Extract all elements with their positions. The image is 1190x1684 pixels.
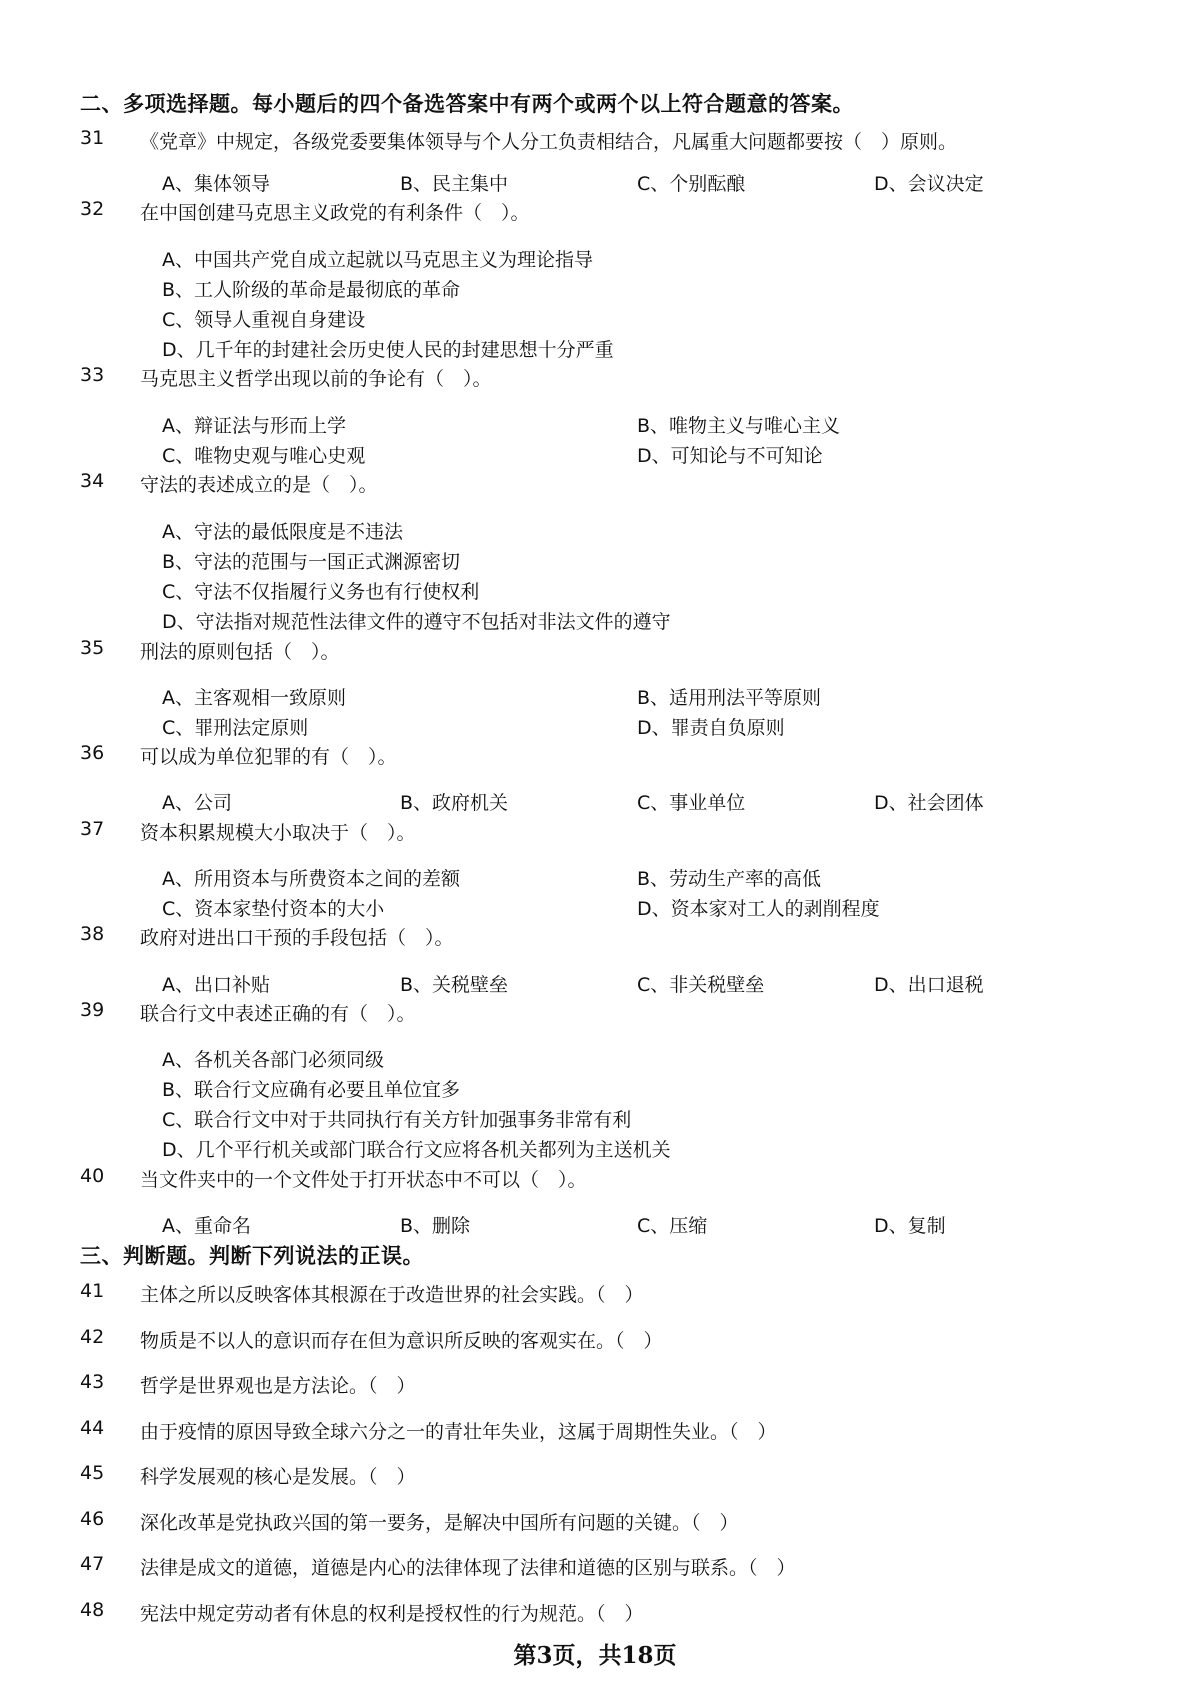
option-c: C、领导人重视自身建设: [162, 309, 366, 331]
option-a: A、守法的最低限度是不违法: [162, 521, 403, 543]
option-a: A、主客观相一致原则: [162, 687, 346, 709]
option-a: A、集体领导: [162, 173, 270, 195]
option-b: B、工人阶级的革命是最彻底的革命: [162, 279, 461, 301]
option-b: B、唯物主义与唯心主义: [637, 415, 841, 437]
option-b: B、政府机关: [400, 792, 509, 814]
question-stem: 在中国创建马克思主义政党的有利条件（ ）。: [140, 202, 530, 224]
question-number: 38: [80, 923, 105, 945]
option-d: D、资本家对工人的剥削程度: [637, 898, 880, 920]
question-stem: 马克思主义哲学出现以前的争论有（ ）。: [140, 368, 492, 390]
question-stem: 当文件夹中的一个文件处于打开状态中不可以（ ）。: [140, 1169, 587, 1191]
question-stem: 可以成为单位犯罪的有（ ）。: [140, 746, 397, 768]
question-stem: 哲学是世界观也是方法论。（ ）: [140, 1375, 416, 1397]
option-b: B、删除: [400, 1215, 471, 1237]
option-c: C、罪刑法定原则: [162, 717, 309, 739]
option-c: C、守法不仅指履行义务也有行使权利: [162, 581, 480, 603]
question-stem: 政府对进出口干预的手段包括（ ）。: [140, 927, 454, 949]
question-number: 34: [80, 470, 105, 492]
question-stem: 由于疫情的原因导致全球六分之一的青壮年失业，这属于周期性失业。（ ）: [140, 1421, 777, 1443]
question-number: 40: [80, 1165, 105, 1187]
option-c: C、非关税壁垒: [637, 974, 765, 996]
question-number: 36: [80, 742, 105, 764]
option-b: B、联合行文应确有必要且单位宜多: [162, 1079, 461, 1101]
option-c: C、压缩: [637, 1215, 708, 1237]
option-a: A、公司: [162, 792, 232, 814]
option-d: D、出口退税: [874, 974, 984, 996]
option-d: D、复制: [874, 1215, 946, 1237]
option-d: D、罪责自负原则: [637, 717, 785, 739]
question-stem: 《党章》中规定，各级党委要集体领导与个人分工负责相结合，凡属重大问题都要按（ ）原则。: [140, 131, 958, 153]
option-a: A、重命名: [162, 1215, 251, 1237]
question-stem: 科学发展观的核心是发展。（ ）: [140, 1466, 416, 1488]
question-stem: 联合行文中表述正确的有（ ）。: [140, 1003, 416, 1025]
question-number: 39: [80, 999, 105, 1021]
option-a: A、辩证法与形而上学: [162, 415, 346, 437]
option-c: C、个别酝酿: [637, 173, 746, 195]
section-2-heading: 二、多项选择题。每小题后的四个备选答案中有两个或两个以上符合题意的答案。: [80, 92, 854, 116]
question-number: 37: [80, 818, 105, 840]
option-d: D、可知论与不可知论: [637, 445, 823, 467]
option-c: C、事业单位: [637, 792, 746, 814]
question-stem: 宪法中规定劳动者有休息的权利是授权性的行为规范。（ ）: [140, 1603, 644, 1625]
question-stem: 物质是不以人的意识而存在但为意识所反映的客观实在。（ ）: [140, 1330, 663, 1352]
question-number: 33: [80, 364, 105, 386]
option-a: A、出口补贴: [162, 974, 270, 996]
option-b: B、适用刑法平等原则: [637, 687, 822, 709]
page-footer: 第3页，共18页: [513, 1642, 677, 1669]
option-b: B、守法的范围与一国正式渊源密切: [162, 551, 461, 573]
question-stem: 资本积累规模大小取决于（ ）。: [140, 822, 416, 844]
question-number: 43: [80, 1371, 105, 1393]
question-number: 41: [80, 1280, 105, 1302]
question-number: 46: [80, 1508, 105, 1530]
question-stem: 守法的表述成立的是（ ）。: [140, 474, 378, 496]
option-d: D、社会团体: [874, 792, 984, 814]
question-number: 32: [80, 198, 105, 220]
question-stem: 主体之所以反映客体其根源在于改造世界的社会实践。（ ）: [140, 1284, 644, 1306]
option-b: B、民主集中: [400, 173, 509, 195]
option-d: D、会议决定: [874, 173, 984, 195]
option-c: C、资本家垫付资本的大小: [162, 898, 385, 920]
option-d: D、守法指对规范性法律文件的遵守不包括对非法文件的遵守: [162, 611, 671, 633]
question-stem: 刑法的原则包括（ ）。: [140, 641, 340, 663]
option-b: B、劳动生产率的高低: [637, 868, 822, 890]
option-d: D、几个平行机关或部门联合行文应将各机关都列为主送机关: [162, 1139, 671, 1161]
question-stem: 法律是成文的道德，道德是内心的法律体现了法律和道德的区别与联系。（ ）: [140, 1557, 796, 1579]
question-number: 45: [80, 1462, 105, 1484]
question-number: 31: [80, 127, 105, 149]
question-number: 42: [80, 1326, 105, 1348]
question-number: 44: [80, 1417, 105, 1439]
question-number: 47: [80, 1553, 105, 1575]
question-stem: 深化改革是党执政兴国的第一要务，是解决中国所有问题的关键。（ ）: [140, 1512, 739, 1534]
option-a: A、所用资本与所费资本之间的差额: [162, 868, 460, 890]
section-3-heading: 三、判断题。判断下列说法的正误。: [80, 1244, 424, 1268]
question-number: 35: [80, 637, 105, 659]
option-d: D、几千年的封建社会历史使人民的封建思想十分严重: [162, 339, 614, 361]
option-c: C、联合行文中对于共同执行有关方针加强事务非常有利: [162, 1109, 632, 1131]
option-a: A、中国共产党自成立起就以马克思主义为理论指导: [162, 249, 593, 271]
question-number: 48: [80, 1599, 105, 1621]
option-c: C、唯物史观与唯心史观: [162, 445, 366, 467]
option-a: A、各机关各部门必须同级: [162, 1049, 384, 1071]
option-b: B、关税壁垒: [400, 974, 509, 996]
